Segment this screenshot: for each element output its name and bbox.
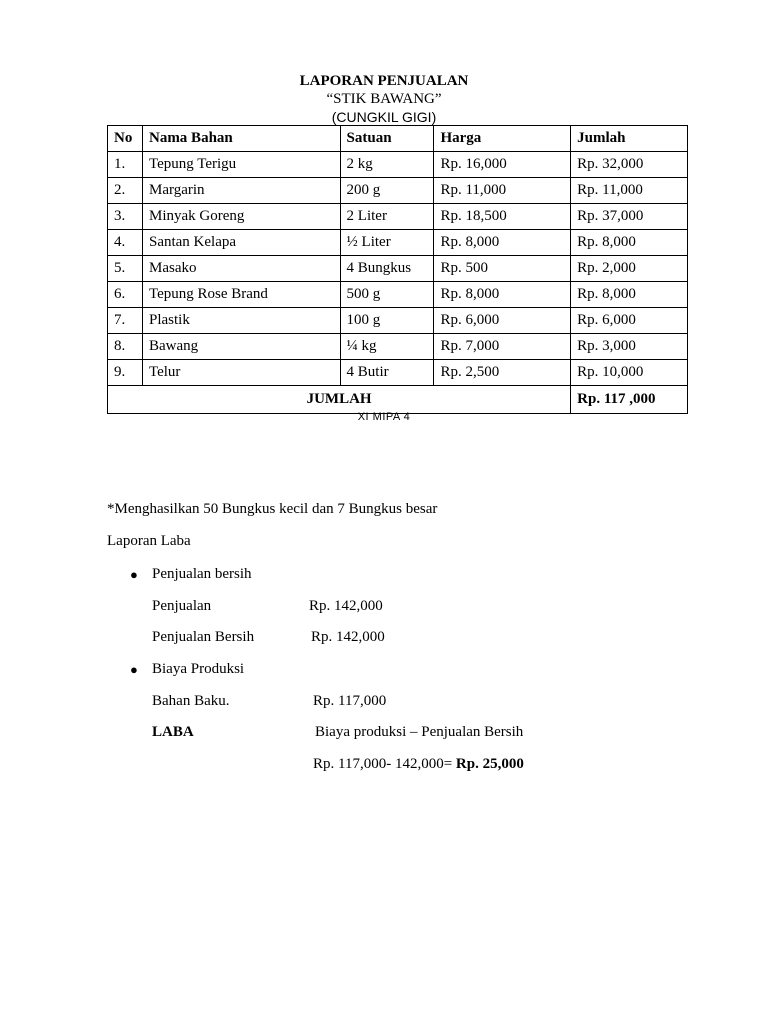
laba-label: LABA	[152, 724, 194, 740]
cell-jumlah: Rp. 32,000	[571, 152, 688, 178]
cell-no: 5.	[108, 256, 143, 282]
report-title: LAPORAN PENJUALAN	[299, 73, 469, 89]
total-label: JUMLAH	[108, 386, 571, 414]
total-value: Rp. 117 ,000	[571, 386, 688, 414]
table-row	[108, 256, 688, 282]
cell-harga: Rp. 500	[434, 256, 571, 282]
laba-calculation	[313, 756, 524, 773]
cell-nama-bahan: Masako	[142, 256, 340, 282]
penjualan-value: Rp. 142,000	[309, 598, 383, 614]
cell-no: 6.	[108, 282, 143, 308]
report-header	[0, 72, 768, 126]
cell-nama-bahan: Bawang	[142, 334, 340, 360]
cell-harga: Rp. 16,000	[434, 152, 571, 178]
cell-harga: Rp. 18,500	[434, 204, 571, 230]
cell-satuan: 4 Butir	[340, 360, 434, 386]
cell-jumlah: Rp. 6,000	[571, 308, 688, 334]
penjualan-label: Penjualan	[152, 598, 212, 614]
table-header-row	[108, 126, 688, 152]
cell-jumlah: Rp. 10,000	[571, 360, 688, 386]
cell-harga: Rp. 7,000	[434, 334, 571, 360]
cell-nama-bahan: Santan Kelapa	[142, 230, 340, 256]
production-note: *Menghasilkan 50 Bungkus kecil dan 7 Bungkus besar	[107, 501, 438, 517]
cell-nama-bahan: Telur	[142, 360, 340, 386]
cell-jumlah: Rp. 8,000	[571, 282, 688, 308]
section-penjualan-bersih: Penjualan bersih	[152, 566, 252, 582]
column-header-nama-bahan: Nama Bahan	[142, 126, 340, 152]
bullet-dot-icon: ●	[130, 662, 138, 677]
table-row	[108, 204, 688, 230]
cell-jumlah: Rp. 3,000	[571, 334, 688, 360]
penjualan-bersih-value: Rp. 142,000	[311, 629, 385, 645]
cell-jumlah: Rp. 37,000	[571, 204, 688, 230]
class-label: XI MIPA 4	[357, 411, 411, 423]
cell-no: 4.	[108, 230, 143, 256]
table-row	[108, 360, 688, 386]
table-row	[108, 282, 688, 308]
cell-no: 8.	[108, 334, 143, 360]
cell-satuan: ¼ kg	[340, 334, 434, 360]
cell-no: 1.	[108, 152, 143, 178]
column-header-harga: Harga	[434, 126, 571, 152]
laba-formula: Biaya produksi – Penjualan Bersih	[315, 724, 524, 740]
laba-result: Rp. 25,000	[455, 756, 524, 772]
product-name: “STIK BAWANG”	[326, 91, 442, 107]
cell-satuan: 200 g	[340, 178, 434, 204]
cell-nama-bahan: Tepung Rose Brand	[142, 282, 340, 308]
column-header-jumlah: Jumlah	[571, 126, 688, 152]
cell-nama-bahan: Margarin	[142, 178, 340, 204]
product-subtitle: (CUNGKIL GIGI)	[331, 109, 437, 125]
sales-table	[107, 125, 688, 414]
column-header-satuan: Satuan	[340, 126, 434, 152]
profit-report-heading: Laporan Laba	[107, 533, 191, 549]
cell-no: 9.	[108, 360, 143, 386]
bahan-baku-label: Bahan Baku.	[152, 693, 230, 709]
cell-harga: Rp. 11,000	[434, 178, 571, 204]
cell-harga: Rp. 8,000	[434, 230, 571, 256]
cell-no: 3.	[108, 204, 143, 230]
table-row	[108, 230, 688, 256]
cell-satuan: 4 Bungkus	[340, 256, 434, 282]
section-biaya-produksi: Biaya Produksi	[152, 661, 245, 677]
bahan-baku-value: Rp. 117,000	[313, 693, 387, 709]
laba-calc-expression: Rp. 117,000- 142,000=	[313, 756, 453, 772]
cell-harga: Rp. 6,000	[434, 308, 571, 334]
cell-nama-bahan: Tepung Terigu	[142, 152, 340, 178]
cell-nama-bahan: Plastik	[142, 308, 340, 334]
bullet-dot-icon: ●	[130, 567, 138, 582]
table-row	[108, 308, 688, 334]
column-header-no: No	[108, 126, 143, 152]
penjualan-bersih-label: Penjualan Bersih	[152, 629, 255, 645]
cell-no: 7.	[108, 308, 143, 334]
cell-satuan: 100 g	[340, 308, 434, 334]
cell-satuan: 2 Liter	[340, 204, 434, 230]
table-total-row	[108, 386, 688, 414]
cell-satuan: 500 g	[340, 282, 434, 308]
table-row	[108, 334, 688, 360]
cell-satuan: 2 kg	[340, 152, 434, 178]
cell-satuan: ½ Liter	[340, 230, 434, 256]
cell-harga: Rp. 2,500	[434, 360, 571, 386]
cell-harga: Rp. 8,000	[434, 282, 571, 308]
cell-jumlah: Rp. 11,000	[571, 178, 688, 204]
table-row	[108, 178, 688, 204]
cell-jumlah: Rp. 8,000	[571, 230, 688, 256]
cell-no: 2.	[108, 178, 143, 204]
cell-nama-bahan: Minyak Goreng	[142, 204, 340, 230]
table-row	[108, 152, 688, 178]
cell-jumlah: Rp. 2,000	[571, 256, 688, 282]
